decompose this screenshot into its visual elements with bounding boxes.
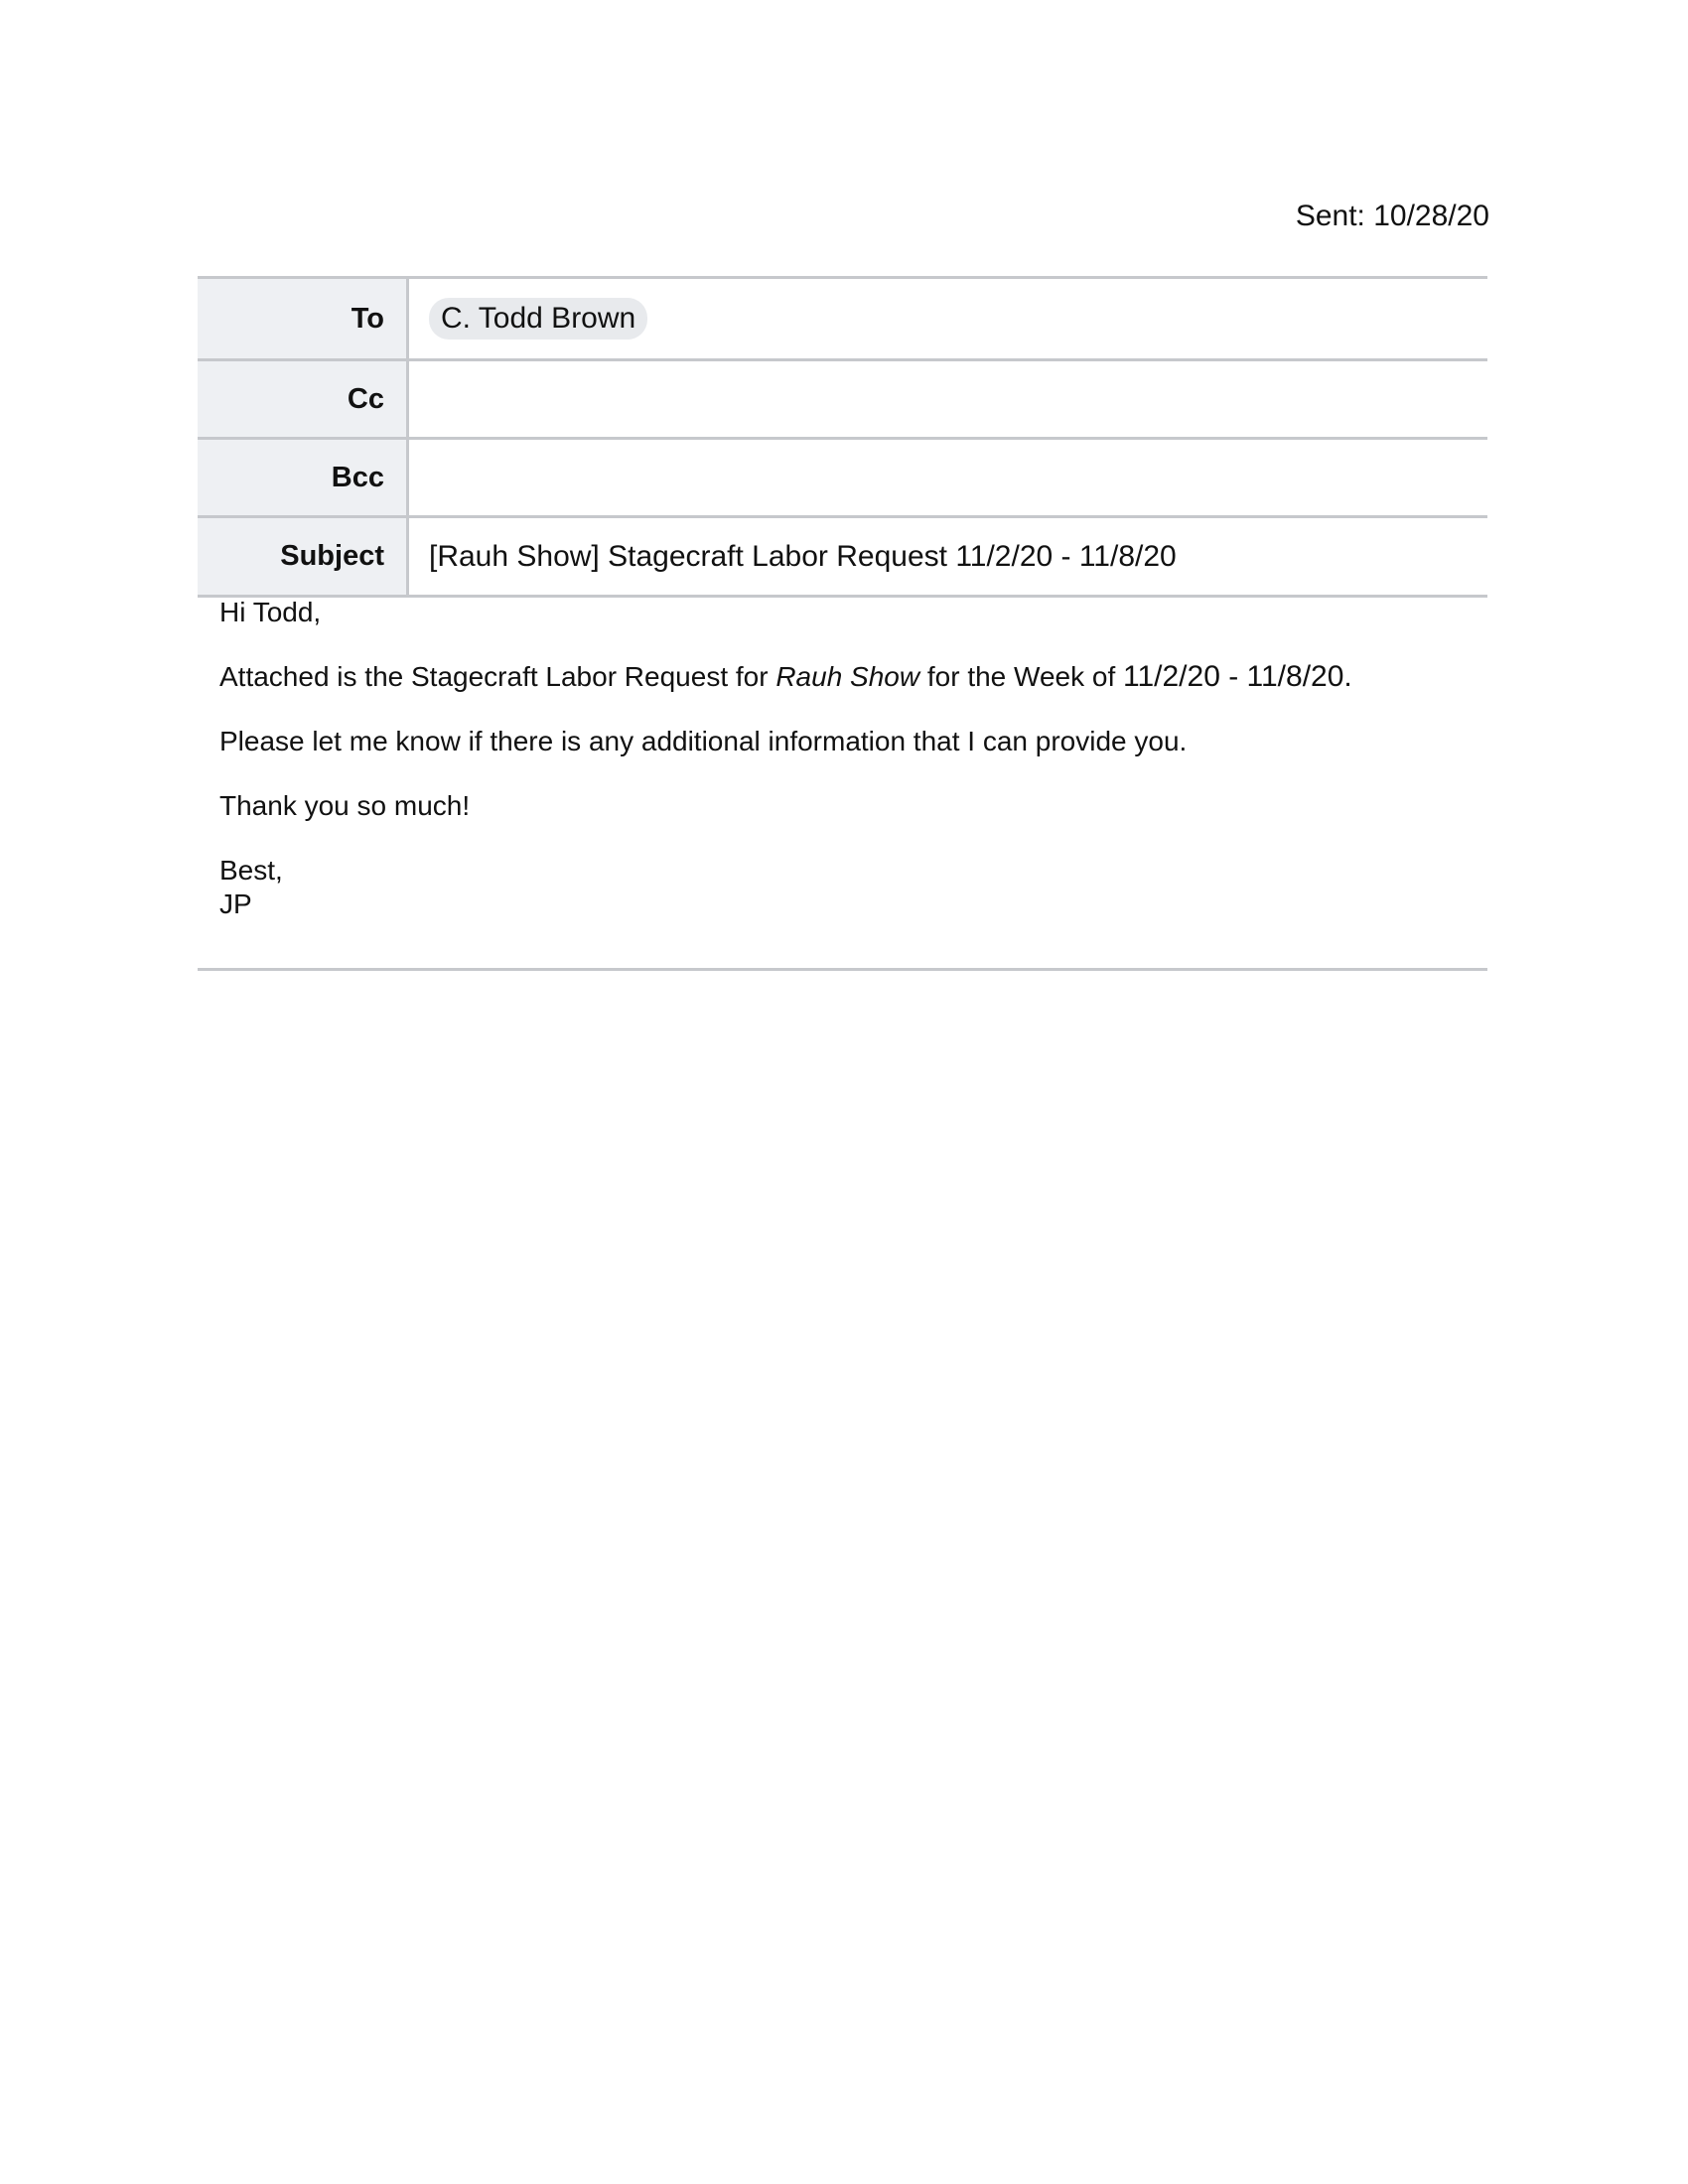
email-body bbox=[219, 596, 1471, 921]
greeting: Hi Todd, bbox=[219, 597, 322, 627]
to-label: To bbox=[198, 278, 408, 360]
body-line-attachment-start: Attached is the Stagecraft Labor Request for bbox=[219, 661, 776, 692]
bcc-label: Bcc bbox=[198, 439, 408, 517]
body-line-thanks: Thank you so much! bbox=[219, 790, 471, 821]
email-header-table bbox=[198, 276, 1487, 598]
cc-label: Cc bbox=[198, 360, 408, 439]
subject-field[interactable]: [Rauh Show] Stagecraft Labor Request 11/2/20 - 11/8/20 bbox=[408, 517, 1488, 597]
bcc-field[interactable] bbox=[408, 439, 1488, 517]
to-field[interactable] bbox=[408, 278, 1488, 360]
body-line-info: Please let me know if there is any additional information that I can provide you. bbox=[219, 726, 1188, 756]
signature: JP bbox=[219, 888, 252, 919]
to-row bbox=[198, 278, 1487, 360]
body-line-attachment-mid: for the Week of bbox=[919, 661, 1124, 692]
bcc-row bbox=[198, 439, 1487, 517]
show-name: Rauh Show bbox=[775, 661, 920, 692]
recipient-chip[interactable]: C. Todd Brown bbox=[429, 298, 647, 340]
sent-date: Sent: 10/28/20 bbox=[1295, 200, 1489, 232]
cc-row bbox=[198, 360, 1487, 439]
closing: Best, bbox=[219, 855, 283, 886]
body-line-attachment bbox=[219, 660, 1471, 694]
week-dates: 11/2/20 - 11/8/20. bbox=[1123, 660, 1352, 693]
subject-row bbox=[198, 517, 1487, 597]
subject-label: Subject bbox=[198, 517, 408, 597]
bottom-divider bbox=[198, 968, 1487, 971]
cc-field[interactable] bbox=[408, 360, 1488, 439]
